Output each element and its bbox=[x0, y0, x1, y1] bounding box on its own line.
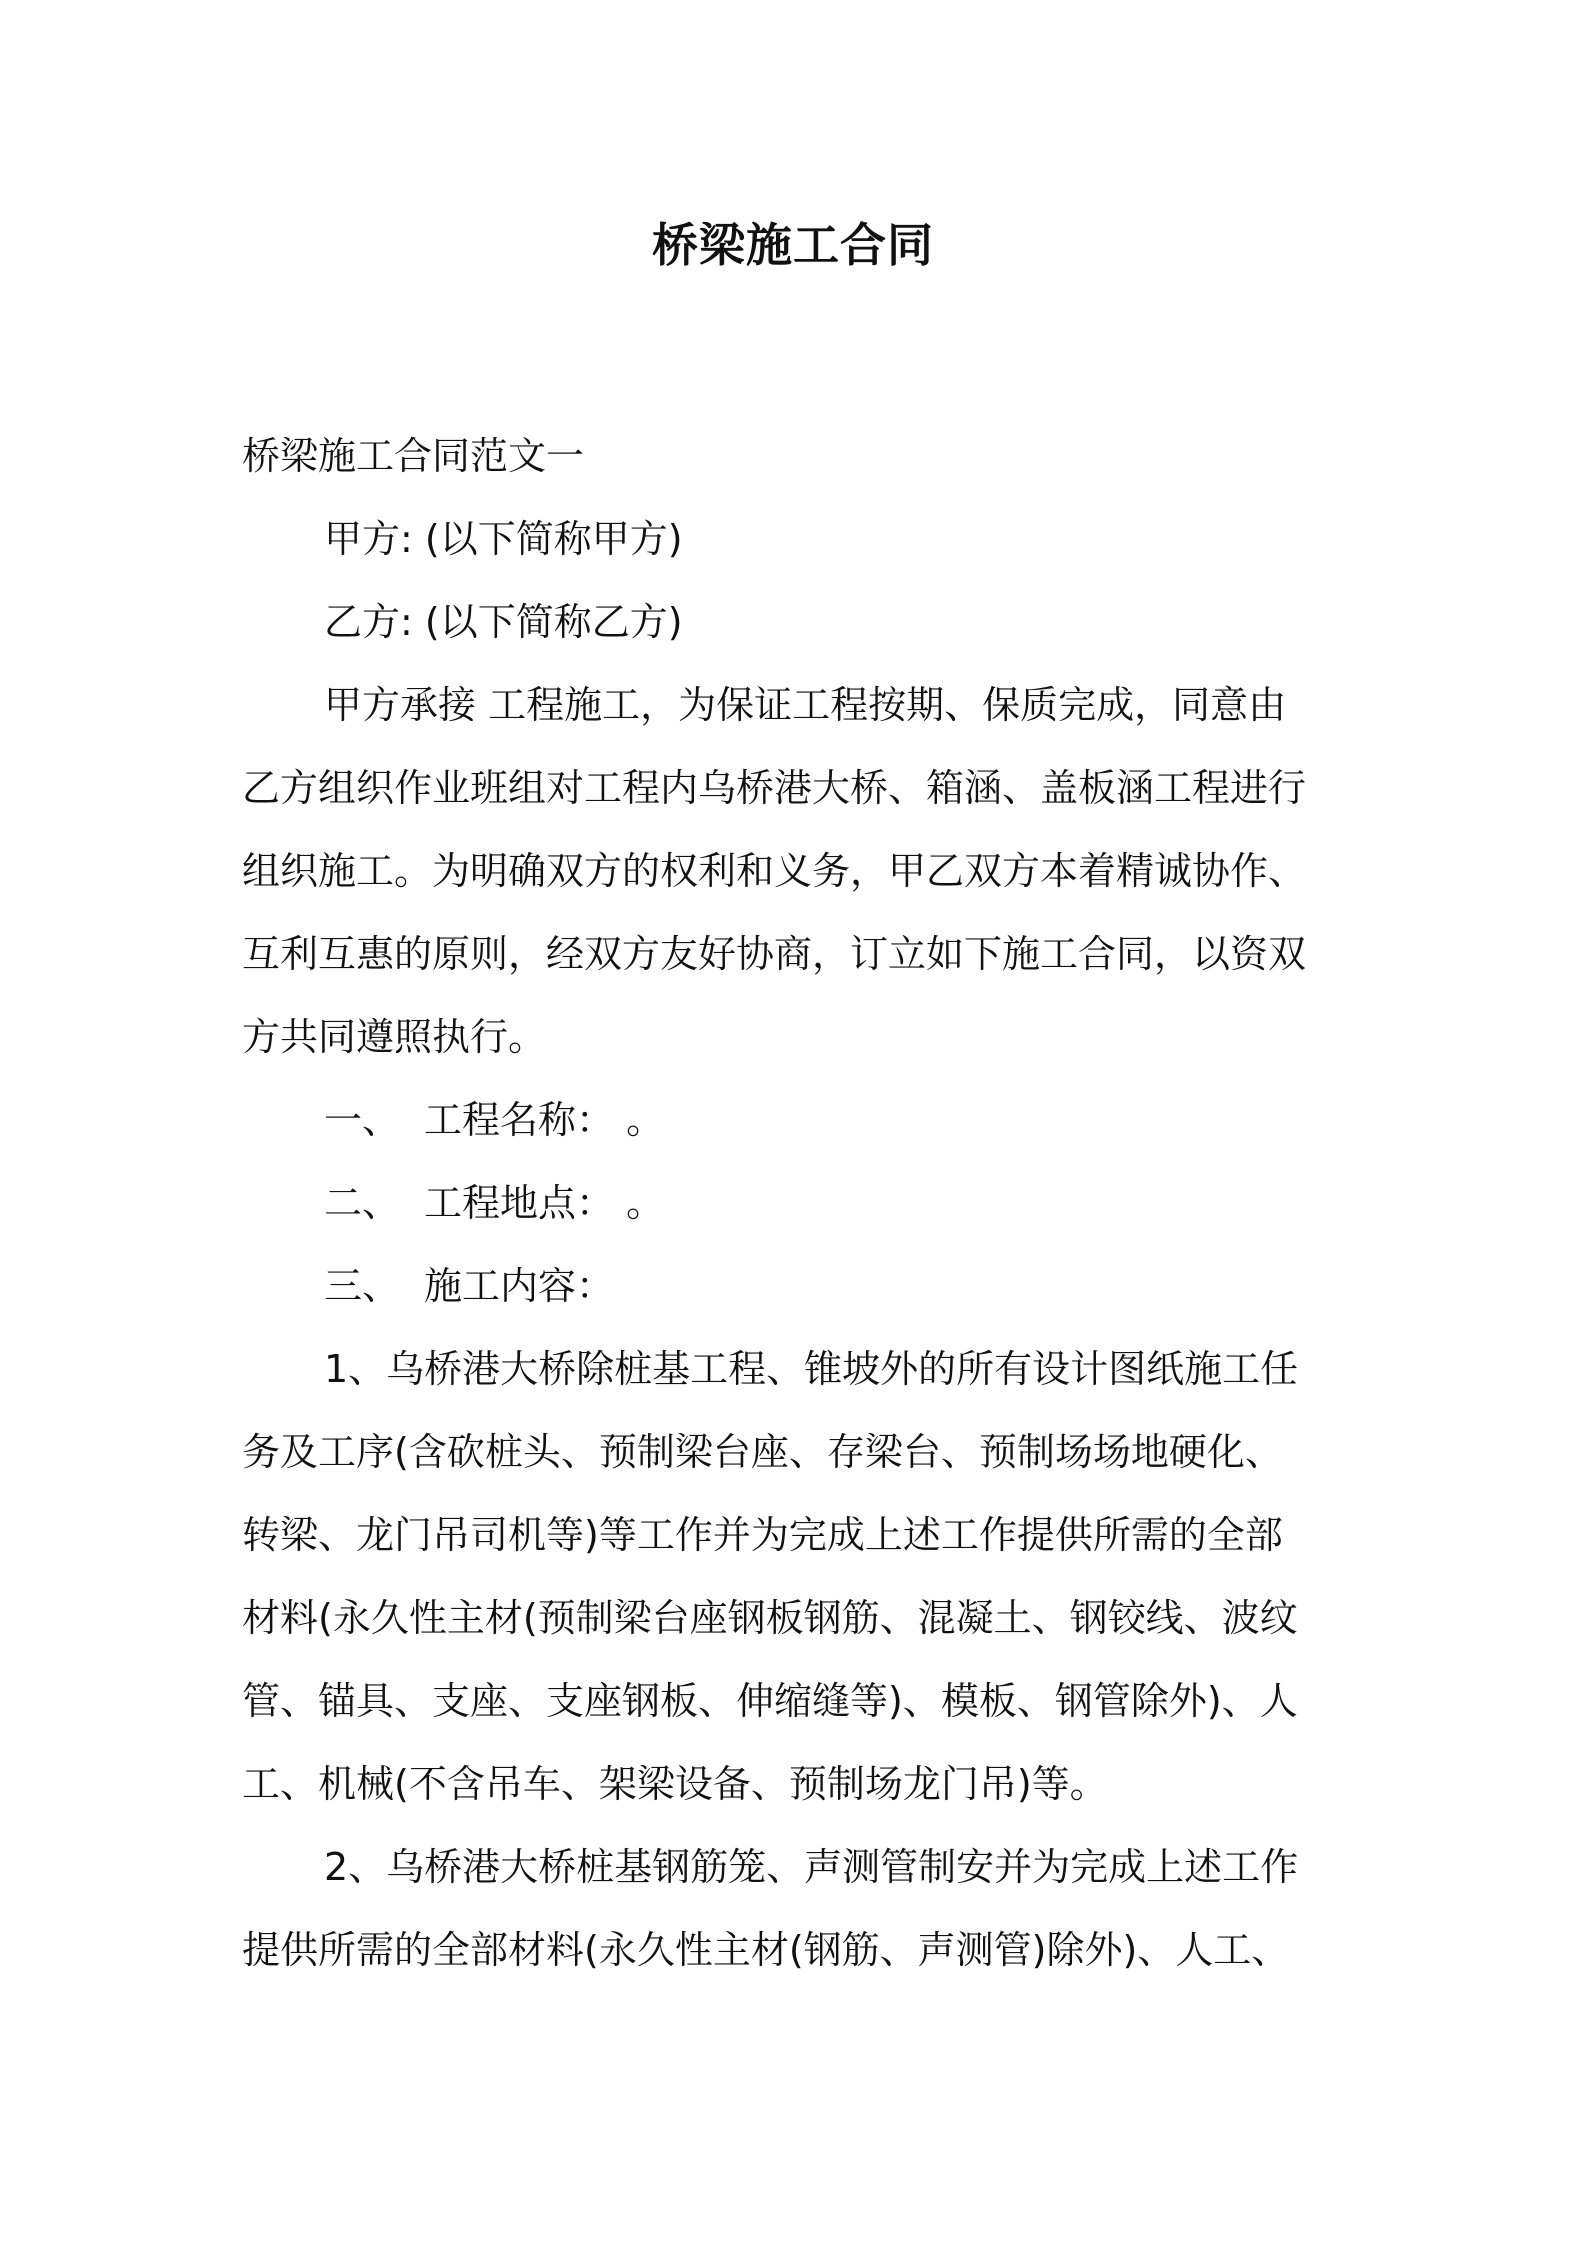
intro-line: 组织施工。为明确双方的权利和义务，甲乙双方本着精诚协作、 bbox=[242, 849, 1307, 893]
section-text: 工程名称： 。 bbox=[424, 1098, 665, 1142]
party-a-line: 甲方: (以下简称甲方) bbox=[324, 517, 683, 561]
clause-2-line: 提供所需的全部材料(永久性主材(钢筋、声测管)除外)、人工、 bbox=[242, 1928, 1290, 1972]
clause-1-line: 务及工序(含砍桩头、预制梁台座、存梁台、预制场场地硬化、 bbox=[242, 1430, 1283, 1474]
clause-1-line: 管、锚具、支座、支座钢板、伸缩缝等)、模板、钢管除外)、人 bbox=[242, 1679, 1298, 1723]
clause-1-line: 材料(永久性主材(预制梁台座钢板钢筋、混凝土、钢铰线、波纹 bbox=[242, 1596, 1298, 1640]
intro-line: 甲方承接 工程施工，为保证工程按期、保质完成，同意由 bbox=[324, 683, 1287, 727]
document-title: 桥梁施工合同 bbox=[652, 218, 934, 272]
intro-line: 乙方组织作业班组对工程内乌桥港大桥、箱涵、盖板涵工程进行 bbox=[242, 766, 1307, 810]
section-number: 一、 bbox=[324, 1098, 401, 1142]
party-b-line: 乙方: (以下简称乙方) bbox=[324, 600, 683, 644]
clause-2-line: 2、乌桥港大桥桩基钢筋笼、声测管制安并为完成上述工作 bbox=[324, 1845, 1299, 1889]
section-number: 二、 bbox=[324, 1181, 401, 1225]
intro-line: 方共同遵照执行。 bbox=[242, 1015, 547, 1059]
section-project-location bbox=[242, 1162, 1354, 1245]
clause-1-line: 1、乌桥港大桥除桩基工程、锥坡外的所有设计图纸施工任 bbox=[324, 1347, 1299, 1391]
section-number: 三、 bbox=[324, 1264, 401, 1308]
section-text: 工程地点： 。 bbox=[424, 1181, 665, 1225]
clause-1-line: 工、机械(不含吊车、架梁设备、预制场龙门吊)等。 bbox=[242, 1762, 1108, 1806]
document-body bbox=[242, 415, 1354, 1992]
clause-1-line: 转梁、龙门吊司机等)等工作并为完成上述工作提供所需的全部 bbox=[242, 1513, 1283, 1557]
document-subtitle: 桥梁施工合同范文一 bbox=[242, 434, 585, 478]
section-construction-content bbox=[242, 1245, 1354, 1328]
section-project-name bbox=[242, 1079, 1354, 1162]
section-text: 施工内容： bbox=[424, 1264, 615, 1308]
intro-line: 互利互惠的原则，经双方友好协商，订立如下施工合同，以资双 bbox=[242, 932, 1307, 976]
